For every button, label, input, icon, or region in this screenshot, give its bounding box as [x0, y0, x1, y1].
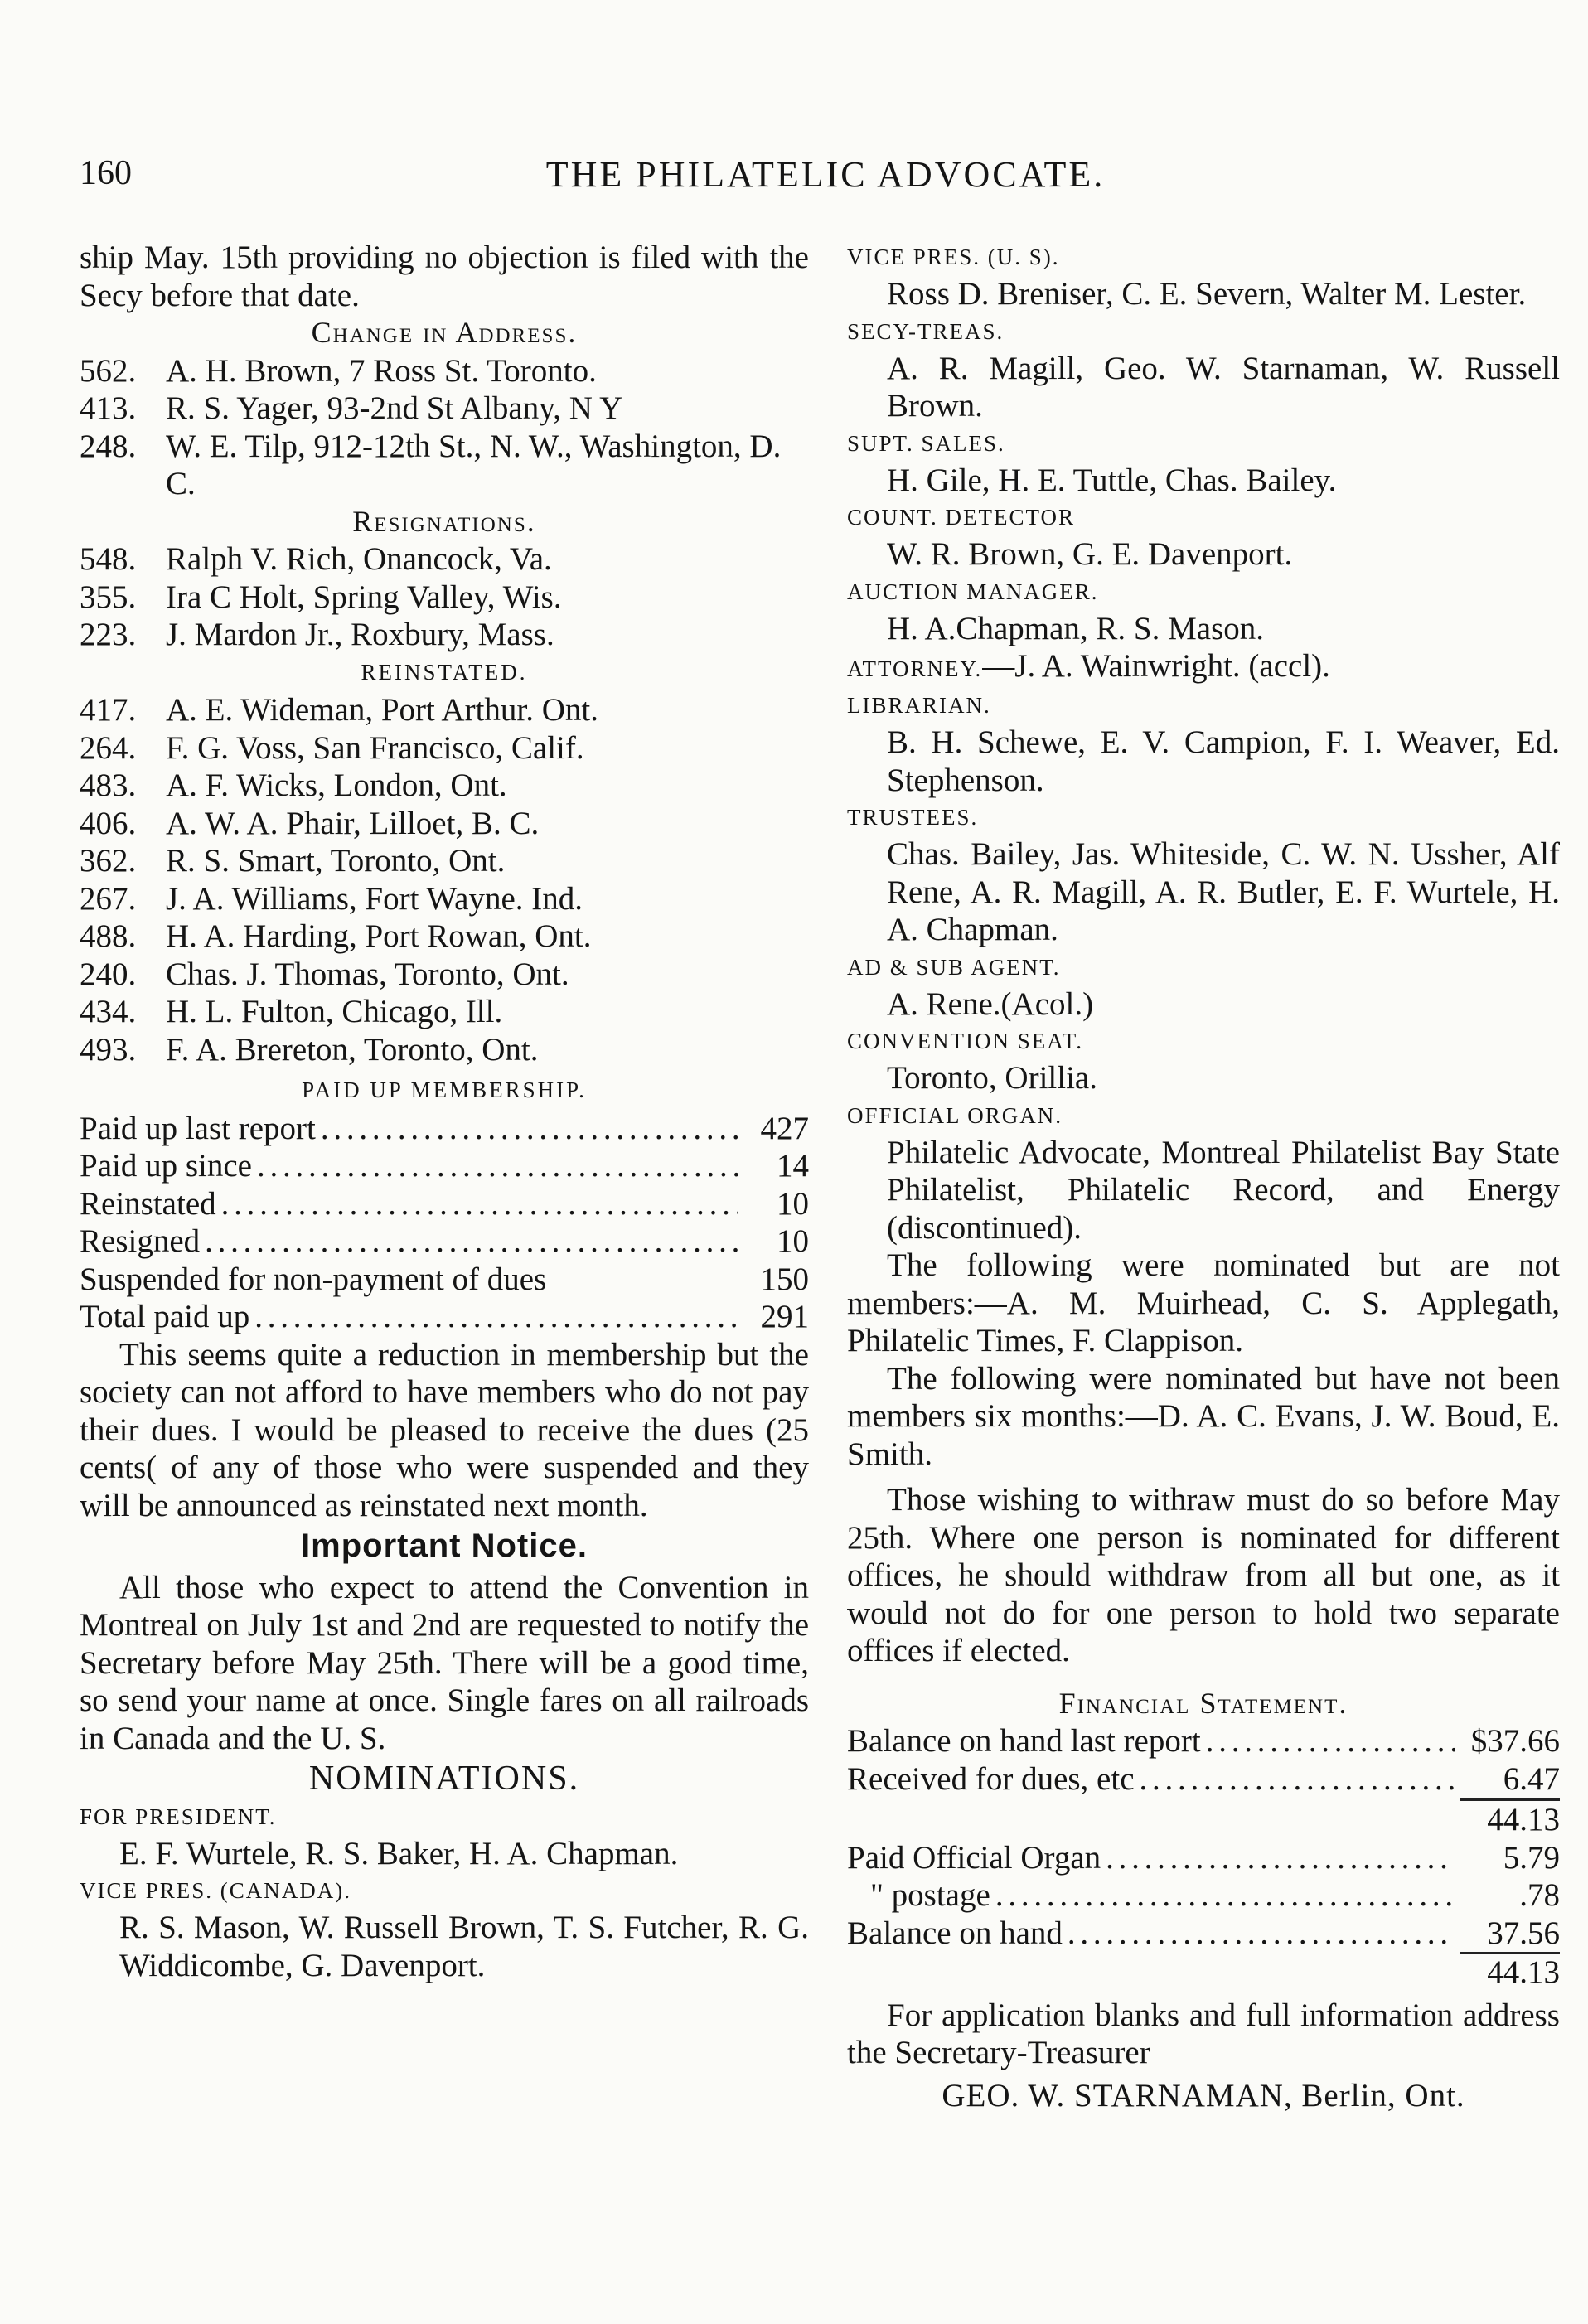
office-label: COUNT. DETECTOR — [847, 505, 1075, 530]
row-value: 427 — [760, 1110, 809, 1146]
list-item — [80, 805, 809, 843]
nominee-names: A. R. Magill, Geo. W. Starnaman, W. Russell Brown. — [887, 350, 1560, 424]
resignations-heading: Resignations. — [352, 504, 536, 538]
leader-dots — [254, 1298, 738, 1336]
member-entry: A. F. Wicks, London, Ont. — [166, 767, 507, 803]
row-value: 291 — [760, 1299, 809, 1334]
member-number: 434. — [80, 994, 137, 1029]
row-value: .78 — [1519, 1877, 1560, 1913]
list-item — [80, 1031, 809, 1069]
list-item — [80, 767, 809, 805]
nominee-names: Ross D. Breniser, C. E. Severn, Walter M. Lester. — [887, 276, 1527, 312]
intro-paragraph: ship May. 15th providing no objection is filed with the Secy before that date. — [80, 240, 809, 313]
withdraw-paragraph: Those wishing to withraw must do so before May 25th. Where one person is nominated for different offices, he should withdraw from all but one, as it would not do for one person to hold two separate offices if elected. — [847, 1482, 1560, 1668]
member-number: 562. — [80, 352, 137, 389]
list-item — [80, 579, 809, 617]
leader-dots — [257, 1147, 738, 1185]
table-row — [847, 1876, 1560, 1915]
nominee-names: H. Gile, H. E. Tuttle, Chas. Bailey. — [887, 462, 1337, 498]
table-row — [847, 1839, 1560, 1877]
office-block — [847, 949, 1560, 1024]
list-item — [80, 540, 809, 579]
office-label: VICE PRES. (CANADA). — [80, 1878, 352, 1903]
table-row — [80, 1223, 809, 1261]
member-number: 488. — [80, 918, 137, 954]
six-months-paragraph: The following were nominated but have not been members six months:—D. A. C. Evans, J. W. Boud, E. Smith. — [847, 1360, 1560, 1472]
resignations-list — [80, 540, 809, 654]
financial-statement-heading: Financial Statement. — [1058, 1686, 1348, 1720]
list-item — [80, 691, 809, 729]
row-label: Paid Official Organ — [847, 1839, 1101, 1876]
leader-dots — [205, 1223, 738, 1261]
financial-table — [847, 1722, 1560, 1992]
nominee-names: Philatelic Advocate, Montreal Philatelist Bay State Philatelist, Philatelic Record, and Energy (discontinued). — [887, 1134, 1560, 1246]
office-block — [80, 1799, 809, 1873]
row-label: Paid up since — [80, 1148, 252, 1184]
member-number: 483. — [80, 767, 137, 803]
member-number: 264. — [80, 729, 137, 766]
row-value: 10 — [777, 1185, 809, 1222]
reinstated-heading: REINSTATED. — [361, 659, 528, 685]
office-label: SUPT. SALES. — [847, 430, 1005, 456]
nominee-names: Toronto, Orillia. — [887, 1060, 1097, 1096]
nominee-names: A. Rene.(Acol.) — [887, 985, 1094, 1022]
reinstated-list — [80, 691, 809, 1068]
member-entry: A. H. Brown, 7 Ross St. Toronto. — [166, 352, 597, 389]
paid-membership-heading: PAID UP MEMBERSHIP. — [302, 1077, 587, 1102]
member-entry: A. W. A. Phair, Lilloet, B. C. — [166, 805, 540, 841]
attorney-line — [847, 647, 1560, 687]
member-entry: J. Mardon Jr., Roxbury, Mass. — [166, 617, 554, 652]
row-value: 10 — [777, 1223, 809, 1259]
page-header — [80, 153, 1571, 206]
change-address-heading: Change in Address. — [311, 316, 578, 349]
table-row — [80, 1261, 809, 1299]
leader-dots — [1206, 1722, 1455, 1760]
table-row — [80, 1147, 809, 1185]
member-entry: Ira C Holt, Spring Valley, Wis. — [166, 579, 562, 615]
office-label: AD & SUB AGENT. — [847, 954, 1061, 980]
office-block — [847, 1023, 1560, 1097]
office-label: CONVENTION SEAT. — [847, 1029, 1083, 1053]
table-row — [847, 1760, 1560, 1800]
member-number: 548. — [80, 541, 137, 577]
member-number: 406. — [80, 805, 137, 841]
office-label: AUCTION MANAGER. — [847, 579, 1099, 604]
nominee-names: Chas. Bailey, Jas. Whiteside, C. W. N. Ussher, Alf Rene, A. R. Magill, A. R. Butler, E. F. Wurtele, H. A. Chapman. — [887, 836, 1560, 947]
table-row — [80, 1185, 809, 1223]
leader-dots — [221, 1185, 738, 1223]
page-number: 160 — [80, 154, 132, 192]
subtotal-row — [847, 1799, 1560, 1839]
list-item — [80, 352, 809, 390]
member-number: 362. — [80, 843, 137, 879]
list-item — [80, 428, 809, 503]
nominee-names: —J. A. Wainwright. (accl). — [982, 648, 1330, 684]
member-entry: F. G. Voss, San Francisco, Calif. — [166, 729, 584, 766]
nominee-names: R. S. Mason, W. Russell Brown, T. S. Futcher, R. G. Widdicombe, G. Davenport. — [119, 1910, 809, 1983]
row-value: 150 — [760, 1261, 809, 1297]
important-notice-heading: Important Notice. — [301, 1528, 588, 1564]
member-entry: Chas. J. Thomas, Toronto, Ont. — [166, 956, 569, 992]
office-block — [847, 499, 1560, 574]
table-row — [847, 1915, 1560, 1953]
office-label: SECY-TREAS. — [847, 318, 1005, 344]
nominee-names: W. R. Brown, G. E. Davenport. — [887, 536, 1293, 572]
nominee-names: H. A.Chapman, R. S. Mason. — [887, 610, 1265, 646]
row-label: Reinstated — [80, 1185, 216, 1222]
membership-table — [80, 1110, 809, 1336]
row-value: 6.47 — [1460, 1760, 1560, 1800]
row-label: Received for dues, etc — [847, 1760, 1135, 1797]
nominations-heading: NOMINATIONS. — [308, 1760, 580, 1798]
member-number: 417. — [80, 692, 137, 728]
row-value: $37.66 — [1470, 1723, 1560, 1759]
office-block — [847, 1097, 1560, 1247]
member-number: 493. — [80, 1031, 137, 1068]
list-item — [80, 956, 809, 994]
office-label: FOR PRESIDENT. — [80, 1804, 277, 1829]
leader-dots — [1140, 1760, 1455, 1799]
left-column — [80, 239, 809, 1984]
list-item — [80, 993, 809, 1031]
member-entry: F. A. Brereton, Toronto, Ont. — [166, 1031, 539, 1068]
member-entry: J. A. Williams, Fort Wayne. Ind. — [166, 880, 583, 917]
leader-dots — [995, 1876, 1455, 1915]
total-row — [847, 1952, 1560, 1992]
address-change-list — [80, 352, 809, 503]
table-row — [80, 1110, 809, 1148]
office-block — [847, 239, 1560, 313]
office-label: VICE PRES. (U. S). — [847, 245, 1060, 269]
closing-paragraph: For application blanks and full information address the Secretary-Treasurer — [847, 1997, 1560, 2070]
list-item — [80, 880, 809, 918]
office-block — [80, 1872, 809, 1984]
list-item — [80, 390, 809, 428]
page-title: THE PHILATELIC ADVOCATE. — [545, 154, 1106, 195]
row-label: Balance on hand — [847, 1915, 1063, 1951]
table-row — [80, 1298, 809, 1336]
row-label: " postage — [870, 1877, 990, 1913]
table-row — [847, 1722, 1560, 1760]
member-number: 248. — [80, 428, 137, 464]
subtotal-value: 44.13 — [1460, 1799, 1560, 1839]
reduction-paragraph: This seems quite a reduction in membership but the society can not afford to have members who do not pay their dues. I would be pleased to receive the dues (25 cents( of any of those who were suspended and they will be announced as reinstated next month. — [80, 1336, 809, 1523]
row-value: 5.79 — [1503, 1839, 1560, 1876]
signature: GEO. W. STARNAMAN, Berlin, Ont. — [942, 2077, 1465, 2113]
list-item — [80, 842, 809, 880]
member-number: 223. — [80, 617, 137, 652]
member-number: 413. — [80, 390, 137, 426]
member-entry: H. L. Fulton, Chicago, Ill. — [166, 994, 503, 1029]
member-entry: R. S. Smart, Toronto, Ont. — [166, 843, 506, 879]
office-block — [847, 687, 1560, 799]
total-value: 44.13 — [1460, 1952, 1560, 1992]
member-entry: R. S. Yager, 93-2nd St Albany, N Y — [166, 390, 623, 426]
office-label: OFFICIAL ORGAN. — [847, 1102, 1063, 1128]
member-number: 355. — [80, 579, 137, 615]
row-label: Suspended for non-payment of dues — [80, 1261, 547, 1297]
member-entry: H. A. Harding, Port Rowan, Ont. — [166, 918, 592, 954]
leader-dots — [1068, 1915, 1455, 1953]
row-label: Resigned — [80, 1223, 201, 1259]
row-value: 14 — [777, 1148, 809, 1184]
leader-dots — [1106, 1839, 1455, 1877]
notice-paragraph: All those who expect to attend the Convention in Montreal on July 1st and 2nd are requested to notify the Secretary before May 25th. There will be a good time, so send your name at once. Single fares on all railroads in Canada and the U. S. — [80, 1569, 809, 1756]
office-block — [847, 425, 1560, 500]
row-label: Total paid up — [80, 1299, 250, 1334]
member-entry: A. E. Wideman, Port Arthur. Ont. — [166, 692, 599, 728]
nominee-names: E. F. Wurtele, R. S. Baker, H. A. Chapman. — [119, 1835, 679, 1871]
list-item — [80, 917, 809, 956]
member-entry: W. E. Tilp, 912-12th St., N. W., Washington, D. C. — [166, 428, 782, 501]
right-column — [847, 239, 1560, 2114]
office-label: LIBRARIAN. — [847, 693, 991, 718]
member-entry: Ralph V. Rich, Onancock, Va. — [166, 541, 552, 577]
leader-dots — [321, 1110, 738, 1148]
office-block — [847, 574, 1560, 648]
office-label: TRUSTEES. — [847, 805, 979, 830]
office-block — [847, 799, 1560, 949]
office-label: ATTORNEY. — [847, 656, 983, 681]
row-label: Balance on hand last report — [847, 1723, 1201, 1759]
nominee-names: B. H. Schewe, E. V. Campion, F. I. Weaver, Ed. Stephenson. — [887, 724, 1560, 798]
row-value: 37.56 — [1487, 1915, 1560, 1951]
list-item — [80, 729, 809, 767]
not-members-paragraph: The following were nominated but are not members:—A. M. Muirhead, C. S. Applegath, Philatelic Times, F. Clappison. — [847, 1247, 1560, 1358]
member-number: 240. — [80, 956, 137, 992]
list-item — [80, 616, 809, 654]
member-number: 267. — [80, 880, 137, 917]
office-block — [847, 313, 1560, 425]
row-label: Paid up last report — [80, 1110, 316, 1146]
